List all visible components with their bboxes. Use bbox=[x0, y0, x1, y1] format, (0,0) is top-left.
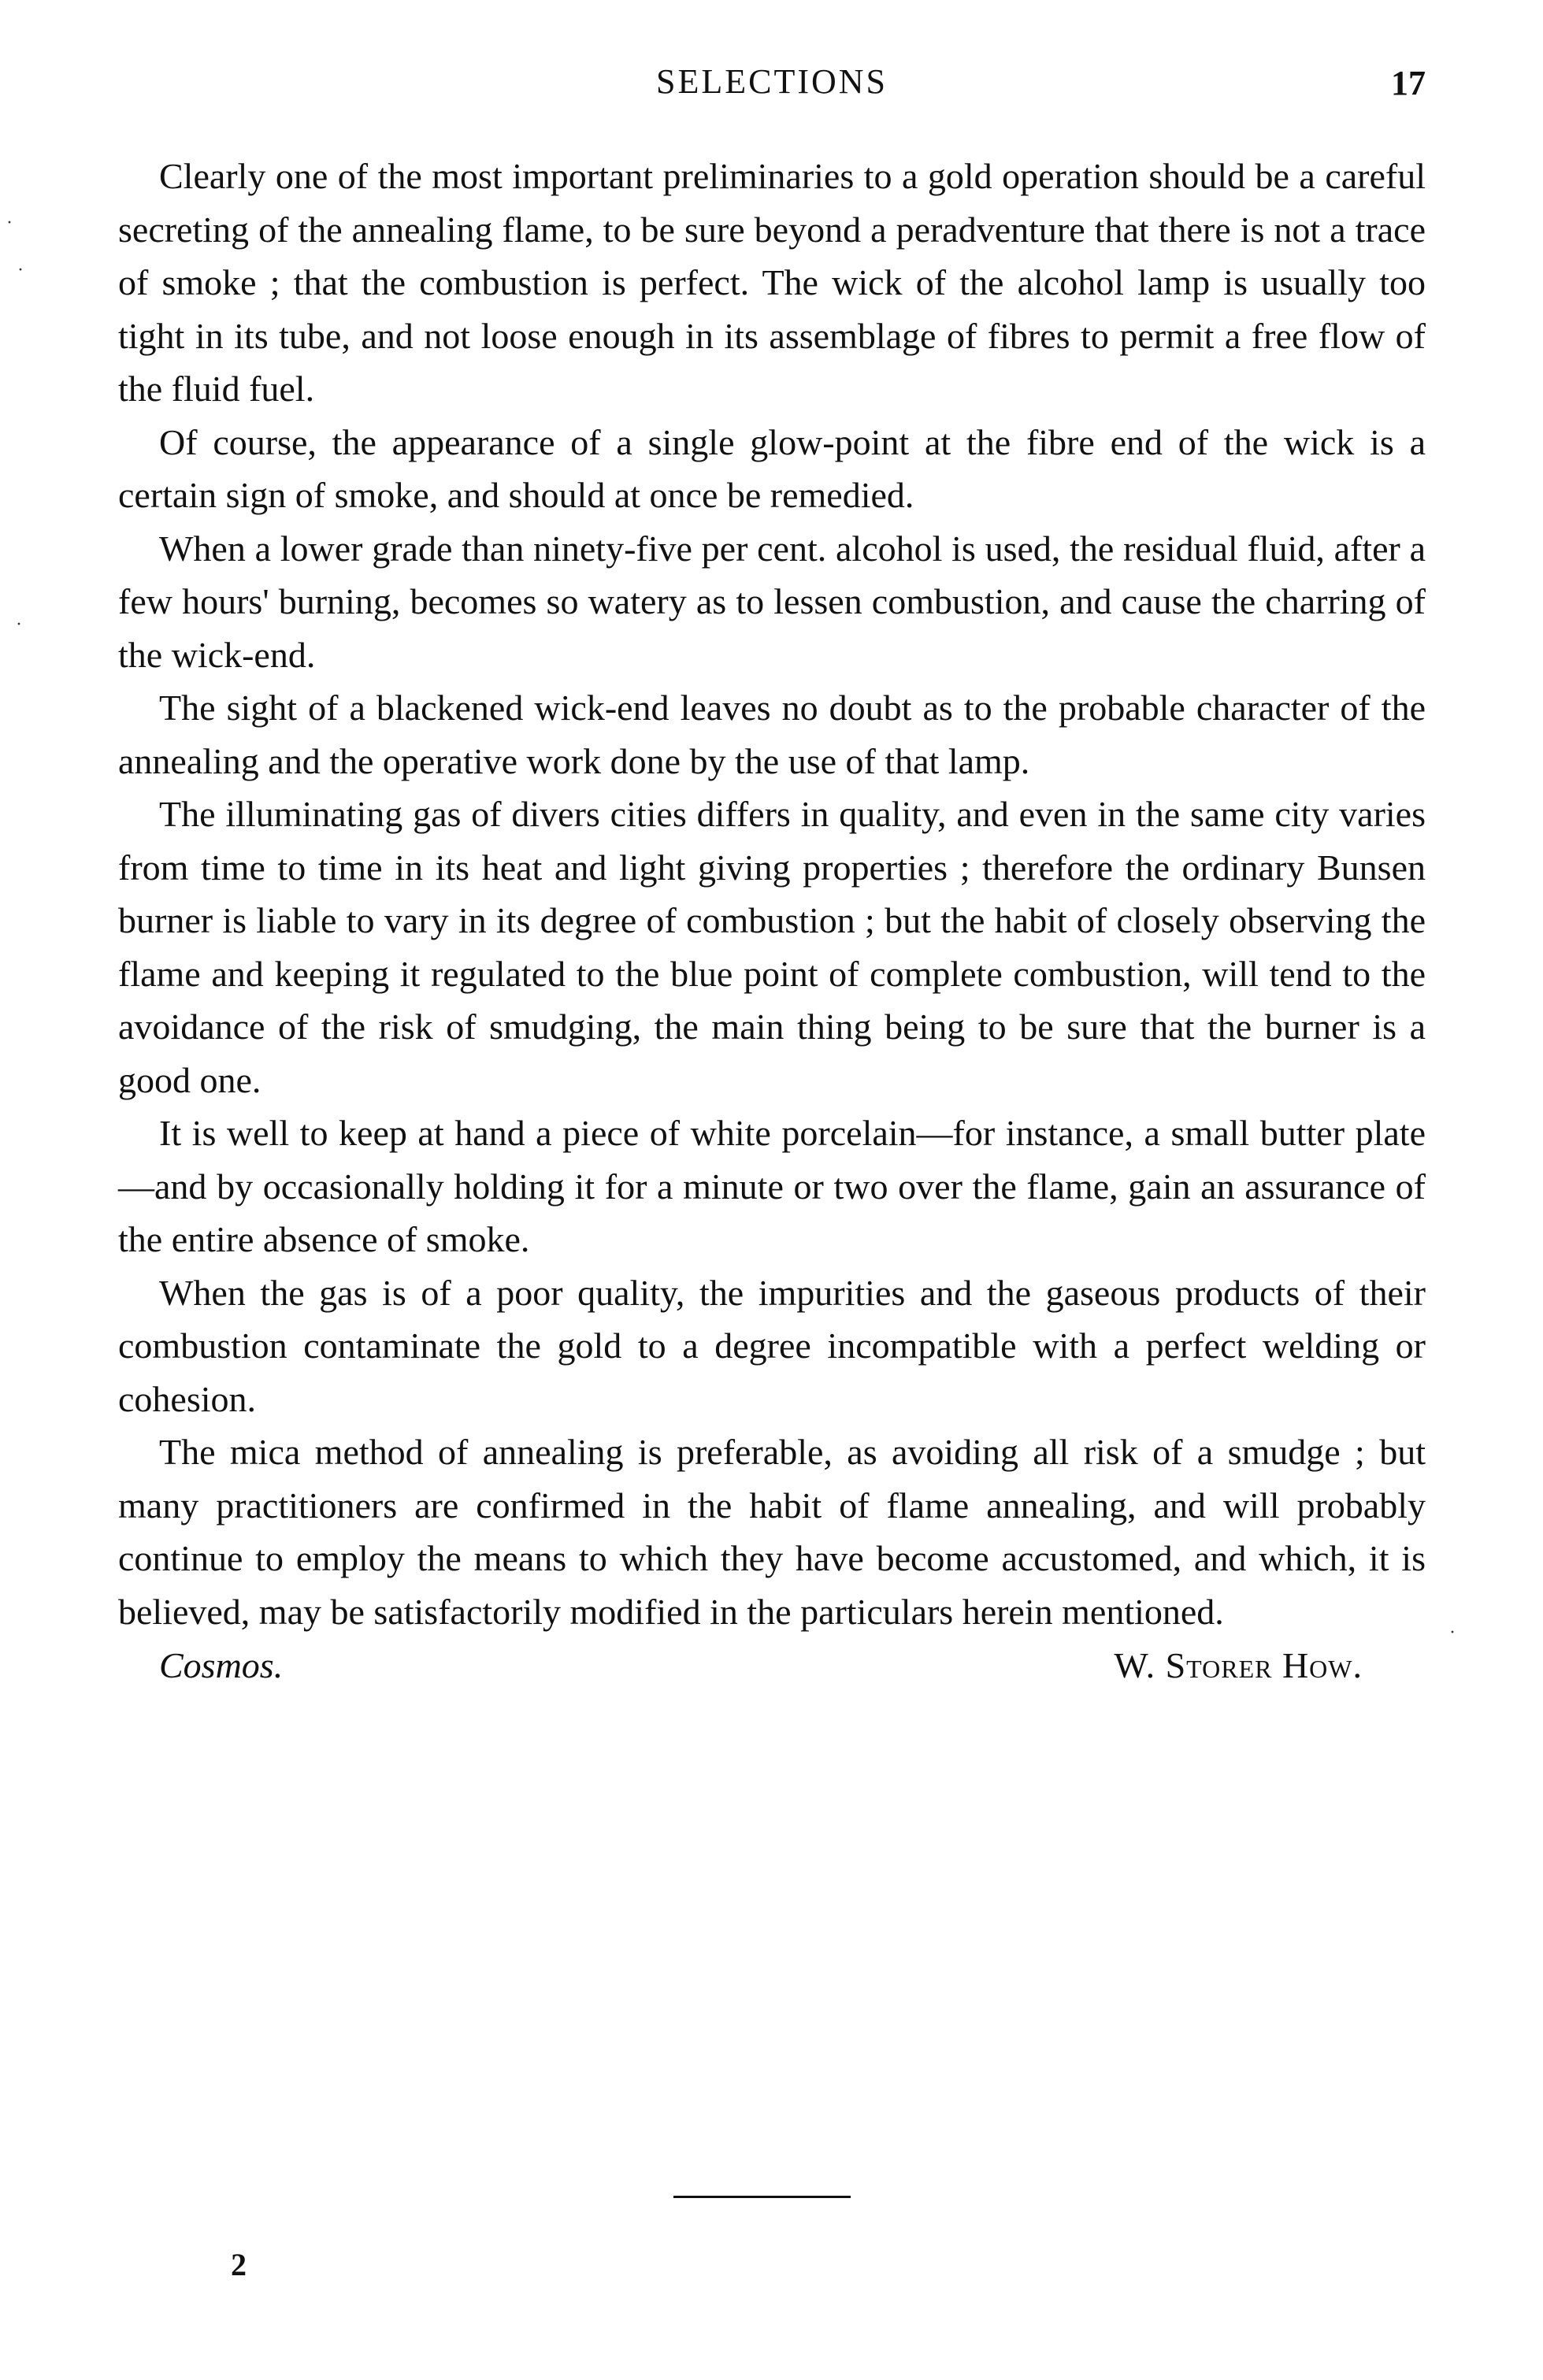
running-head bbox=[118, 61, 1426, 117]
printer-signature-mark: 2 bbox=[231, 2247, 247, 2282]
paragraph-7: When the gas is of a poor quality, the impurities and the gaseous products of their combustion contaminate the gold to a degree incompatible with a perfect welding or cohesion. bbox=[118, 1272, 1426, 1419]
paragraph-5: The illuminating gas of divers cities differs in quality, and even in the same city varies from time to time in its heat and light giving properties ; therefore the ordinary Bunsen burner is liable to vary in its degree of combustion ; but the habit of closely observing the flame and keeping it regulated to the blue point of complete combustion, will tend to the avoidance of the risk of smudging, the main thing being to be sure that the burner is a good one. bbox=[118, 794, 1426, 1100]
margin-speck: · bbox=[1449, 1622, 1456, 1643]
paragraph-1: Clearly one of the most important preliminaries to a gold operation should be a careful secreting of the annealing flame, to be sure beyond a peradventure that there is not a trace of smoke ; that the combustion is perfect. The wick of the alcohol lamp is usually too tight in its tube, and not loose enough in its assemblage of fibres to permit a free flow of the fluid fuel. bbox=[118, 156, 1426, 409]
article-body bbox=[118, 150, 1426, 1693]
running-title: SELECTIONS bbox=[656, 62, 888, 101]
paragraph-3: When a lower grade than ninety-five per cent. alcohol is used, the residual fluid, after a few hours' burning, becomes so watery as to lessen combustion, and cause the charring of the wick-end. bbox=[118, 528, 1426, 675]
source-name: Cosmos. bbox=[159, 1645, 284, 1685]
attribution-line bbox=[118, 1638, 1426, 1693]
paragraph-4: The sight of a blackened wick-end leaves no doubt as to the probable character of the annealing and the operative work done by the use of that lamp. bbox=[118, 688, 1426, 781]
paragraph-2: Of course, the appearance of a single glow-point at the fibre end of the wick is a certain sign of smoke, and should at once be remedied. bbox=[118, 421, 1426, 515]
paragraph-8: The mica method of annealing is preferable, as avoiding all risk of a smudge ; but many practitioners are confirmed in the habit of flame annealing, and will probably continue to employ the means to which they have become accustomed, and which, it is believed, may be satisfactorily modified in the particulars herein mentioned. bbox=[118, 1432, 1426, 1632]
margin-speck: · bbox=[16, 614, 22, 635]
section-divider bbox=[673, 2196, 851, 2198]
page-number: 17 bbox=[1391, 64, 1426, 102]
author-name: W. Storer How. bbox=[1114, 1645, 1363, 1685]
margin-speck: · bbox=[6, 213, 13, 233]
margin-speck: · bbox=[17, 260, 24, 280]
paragraph-6: It is well to keep at hand a piece of white porcelain—for instance, a small butter plate—and by occasionally holding it for a minute or two over the flame, gain an assurance of the entire absence of smoke. bbox=[118, 1113, 1426, 1259]
